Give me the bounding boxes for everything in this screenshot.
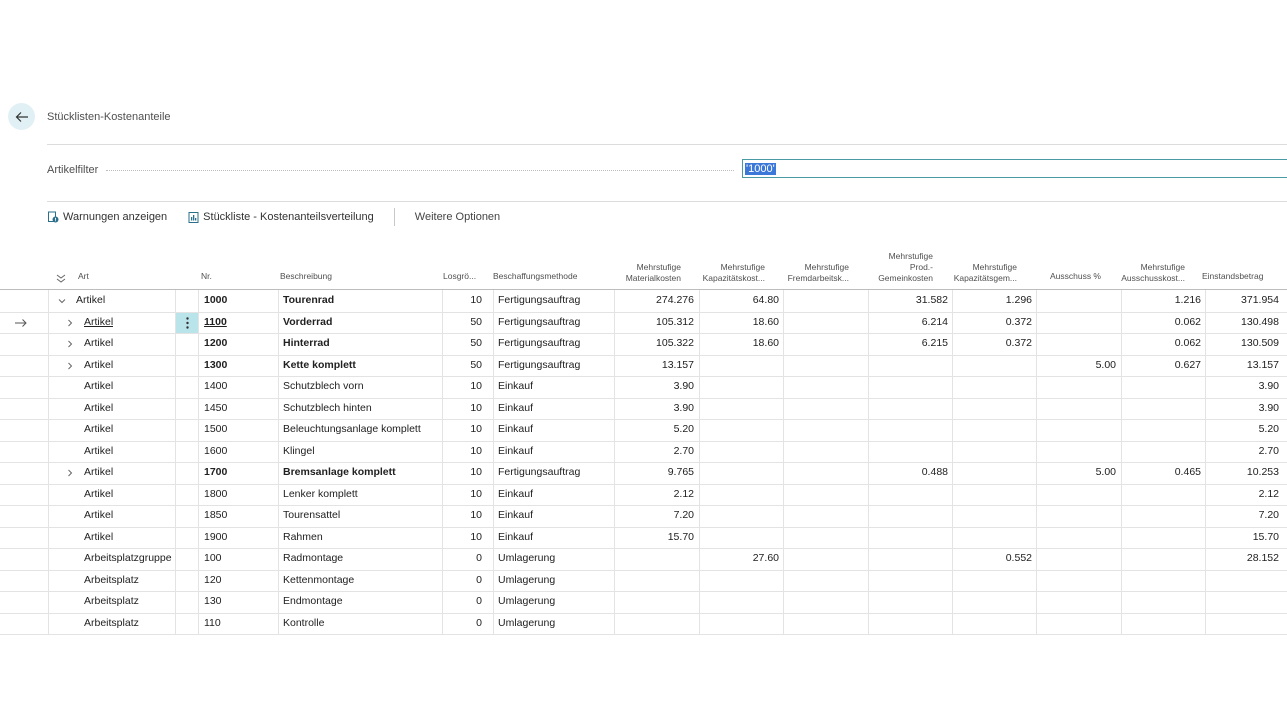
row-type: Arbeitsplatz bbox=[84, 595, 139, 607]
row-cap: 64.80 bbox=[752, 294, 779, 306]
collapse-all-icon[interactable] bbox=[55, 272, 67, 284]
row-type: Artikel bbox=[84, 509, 114, 521]
header-line: Ausschusskost... bbox=[1121, 273, 1185, 283]
row-ovh bbox=[868, 548, 948, 569]
row-mat bbox=[614, 548, 694, 569]
row-type: Artikel bbox=[84, 466, 114, 478]
row-scrap bbox=[1036, 548, 1116, 569]
row-description: Schutzblech vorn bbox=[283, 380, 364, 392]
header-line: Mehrstufige bbox=[972, 262, 1017, 272]
row-scrap bbox=[1036, 505, 1116, 526]
row-lot-size: 10 bbox=[470, 509, 482, 521]
row-cost: 2.70 bbox=[1258, 444, 1279, 457]
row-cap bbox=[699, 398, 779, 419]
row-description: Rahmen bbox=[283, 530, 323, 543]
row-replenishment: Einkauf bbox=[498, 401, 534, 414]
row-cost: 2.12 bbox=[1258, 487, 1279, 500]
row-number: 1600 bbox=[204, 444, 228, 457]
row-cost: 28.152 bbox=[1246, 552, 1279, 564]
row-replenishment: Umlagerung bbox=[498, 573, 556, 586]
row-scrap bbox=[1036, 570, 1116, 591]
row-divider bbox=[0, 634, 1287, 635]
row-cost: 15.70 bbox=[1252, 530, 1279, 543]
divider bbox=[47, 201, 1287, 202]
row-description: Kettenmontage bbox=[283, 573, 355, 586]
row-scrapcost bbox=[1121, 376, 1201, 397]
row-lot-size: 10 bbox=[470, 444, 482, 457]
row-lot-size: 10 bbox=[470, 466, 482, 478]
column-header-no[interactable]: Nr. bbox=[201, 271, 212, 281]
column-header-scrap-cost[interactable] bbox=[1104, 262, 1185, 284]
row-lot-size: 0 bbox=[476, 552, 482, 564]
row-lot-size: 10 bbox=[470, 380, 482, 392]
column-header-replenishment[interactable]: Beschaffungsmethode bbox=[493, 271, 578, 281]
row-number: 1400 bbox=[204, 380, 228, 392]
row-sub bbox=[783, 613, 863, 634]
row-description: Radmontage bbox=[283, 552, 344, 564]
row-scrap bbox=[1036, 376, 1116, 397]
row-mat bbox=[614, 570, 694, 591]
row-cost: 3.90 bbox=[1258, 380, 1279, 392]
column-header-lot-size[interactable]: Losgrö... bbox=[443, 271, 477, 281]
row-description: Kette komplett bbox=[283, 358, 356, 371]
row-cap bbox=[699, 462, 779, 483]
row-scrapcost: 1.216 bbox=[1174, 294, 1201, 306]
row-mat: 105.312 bbox=[656, 315, 694, 328]
row-number: 1450 bbox=[204, 401, 228, 414]
row-sub bbox=[783, 505, 863, 526]
row-description: Klingel bbox=[283, 444, 315, 457]
chevron-right-icon[interactable] bbox=[64, 338, 76, 350]
row-replenishment: Einkauf bbox=[498, 487, 534, 500]
row-sub bbox=[783, 548, 863, 569]
row-type: Artikel bbox=[84, 530, 114, 543]
row-cap bbox=[699, 591, 779, 612]
header-line: Kapazitätsgem... bbox=[953, 273, 1017, 283]
row-cap bbox=[699, 484, 779, 505]
row-mat: 3.90 bbox=[673, 401, 694, 414]
row-mat bbox=[614, 613, 694, 634]
row-actions-menu-button[interactable] bbox=[176, 313, 198, 333]
row-lot-size: 10 bbox=[470, 487, 482, 500]
row-capovh bbox=[952, 462, 1032, 483]
cost-distribution-label: Stückliste - Kostenanteilsverteilung bbox=[203, 211, 374, 223]
filter-label: Artikelfilter bbox=[47, 164, 99, 176]
row-ovh bbox=[868, 419, 948, 440]
column-header-unit-cost[interactable]: Einstandsbetrag bbox=[1202, 271, 1264, 281]
row-replenishment: Einkauf bbox=[498, 509, 534, 521]
row-sub bbox=[783, 333, 863, 354]
row-sub bbox=[783, 398, 863, 419]
row-ovh bbox=[868, 441, 948, 462]
row-sub bbox=[783, 484, 863, 505]
row-scrap bbox=[1036, 312, 1116, 333]
row-scrap: 5.00 bbox=[1095, 466, 1116, 478]
row-cap bbox=[699, 355, 779, 376]
row-replenishment: Einkauf bbox=[498, 444, 534, 457]
row-lot-size: 10 bbox=[470, 401, 482, 414]
row-capovh bbox=[952, 484, 1032, 505]
row-scrap bbox=[1036, 419, 1116, 440]
row-capovh: 1.296 bbox=[1005, 294, 1032, 306]
chevron-right-icon[interactable] bbox=[64, 317, 76, 329]
report-icon bbox=[188, 212, 199, 223]
row-mat bbox=[614, 591, 694, 612]
row-scrap bbox=[1036, 333, 1116, 354]
show-warnings-label: Warnungen anzeigen bbox=[63, 211, 168, 223]
chevron-right-icon[interactable] bbox=[64, 360, 76, 372]
row-sub bbox=[783, 419, 863, 440]
row-cost: 5.20 bbox=[1258, 423, 1279, 435]
row-capovh bbox=[952, 591, 1032, 612]
row-description: Kontrolle bbox=[283, 616, 325, 629]
row-ovh: 0.488 bbox=[921, 466, 948, 478]
header-line: Gemeinkosten bbox=[878, 273, 933, 283]
row-sub bbox=[783, 312, 863, 333]
row-description: Beleuchtungsanlage komplett bbox=[283, 423, 421, 435]
row-ovh: 6.214 bbox=[921, 315, 948, 328]
row-type: Arbeitsplatz bbox=[84, 573, 139, 586]
row-cost: 371.954 bbox=[1241, 294, 1279, 306]
row-type: Artikel bbox=[84, 423, 114, 435]
row-capovh bbox=[952, 441, 1032, 462]
row-ovh bbox=[868, 376, 948, 397]
row-cost: 130.498 bbox=[1241, 315, 1279, 328]
row-scrapcost bbox=[1121, 419, 1201, 440]
row-capovh bbox=[952, 527, 1032, 548]
warning-document-icon bbox=[47, 211, 59, 223]
row-description: Lenker komplett bbox=[283, 487, 358, 500]
row-number: 1200 bbox=[204, 337, 228, 349]
row-cap: 27.60 bbox=[752, 552, 779, 564]
toolbar-separator bbox=[394, 208, 395, 226]
row-ovh bbox=[868, 613, 948, 634]
divider bbox=[47, 144, 1287, 145]
column-header-subcontracted-cost[interactable] bbox=[768, 262, 849, 284]
row-sub bbox=[783, 355, 863, 376]
row-cost: 13.157 bbox=[1246, 358, 1279, 371]
row-capovh bbox=[952, 376, 1032, 397]
row-scrap: 5.00 bbox=[1095, 358, 1116, 371]
row-mat: 13.157 bbox=[661, 358, 694, 371]
row-mat: 2.70 bbox=[673, 444, 694, 457]
header-line: Mehrstufige bbox=[1140, 262, 1185, 272]
row-lot-size: 0 bbox=[476, 573, 482, 586]
row-description: Schutzblech hinten bbox=[283, 401, 372, 414]
row-number: 1000 bbox=[204, 294, 228, 306]
header-line: Prod.- bbox=[909, 262, 933, 272]
row-ovh: 31.582 bbox=[915, 294, 948, 306]
row-lot-size: 0 bbox=[476, 616, 482, 629]
row-number: 1800 bbox=[204, 487, 228, 500]
row-cap bbox=[699, 376, 779, 397]
row-scrap bbox=[1036, 591, 1116, 612]
row-cap bbox=[699, 527, 779, 548]
row-number: 1500 bbox=[204, 423, 228, 435]
row-ovh bbox=[868, 527, 948, 548]
row-description: Tourensattel bbox=[283, 509, 341, 521]
row-replenishment: Fertigungsauftrag bbox=[498, 466, 581, 478]
row-capovh bbox=[952, 570, 1032, 591]
row-scrapcost bbox=[1121, 613, 1201, 634]
chevron-right-icon[interactable] bbox=[64, 467, 76, 479]
column-header-overhead-cost[interactable] bbox=[852, 251, 933, 284]
row-type: Artikel bbox=[84, 358, 114, 371]
row-capovh bbox=[952, 505, 1032, 526]
column-header-capacity-cost[interactable] bbox=[684, 262, 765, 284]
row-capovh bbox=[952, 355, 1032, 376]
row-capovh bbox=[952, 419, 1032, 440]
row-number: 1700 bbox=[204, 466, 228, 478]
row-lot-size: 10 bbox=[470, 530, 482, 543]
row-number: 1300 bbox=[204, 358, 228, 371]
row-mat: 15.70 bbox=[667, 530, 694, 543]
column-header-type[interactable]: Art bbox=[78, 271, 89, 281]
row-sub bbox=[783, 591, 863, 612]
row-lot-size: 10 bbox=[470, 423, 482, 435]
row-scrapcost bbox=[1121, 591, 1201, 612]
row-sub bbox=[783, 462, 863, 483]
show-warnings-button[interactable] bbox=[47, 211, 167, 223]
item-filter-input[interactable] bbox=[742, 159, 1287, 178]
row-description: Hinterrad bbox=[283, 337, 330, 349]
row-scrapcost bbox=[1121, 570, 1201, 591]
row-cap bbox=[699, 570, 779, 591]
row-lot-size: 10 bbox=[470, 294, 482, 306]
row-cost bbox=[1205, 591, 1279, 612]
row-mat: 274.276 bbox=[656, 294, 694, 306]
row-cost: 10.253 bbox=[1246, 466, 1279, 478]
row-mat: 9.765 bbox=[667, 466, 694, 478]
row-replenishment: Einkauf bbox=[498, 380, 534, 392]
row-replenishment: Einkauf bbox=[498, 423, 534, 435]
row-scrapcost bbox=[1121, 484, 1201, 505]
row-capovh: 0.372 bbox=[1005, 315, 1032, 328]
row-type: Artikel bbox=[84, 380, 114, 392]
row-type: Artikel bbox=[84, 401, 114, 414]
row-scrap bbox=[1036, 613, 1116, 634]
row-ovh: 6.215 bbox=[921, 337, 948, 349]
row-replenishment: Umlagerung bbox=[498, 595, 556, 607]
row-replenishment: Fertigungsauftrag bbox=[498, 294, 581, 306]
row-number: 110 bbox=[204, 616, 221, 629]
filter-leader bbox=[106, 170, 734, 171]
row-number[interactable]: 1100 bbox=[204, 315, 227, 328]
row-replenishment: Einkauf bbox=[498, 530, 534, 543]
column-header-scrap-percent[interactable]: Ausschuss % bbox=[1049, 271, 1101, 281]
row-scrap bbox=[1036, 527, 1116, 548]
row-cap: 18.60 bbox=[752, 337, 779, 349]
row-number: 1850 bbox=[204, 509, 228, 521]
row-description: Vorderrad bbox=[283, 315, 333, 328]
row-scrap bbox=[1036, 290, 1116, 311]
row-capovh bbox=[952, 613, 1032, 634]
row-replenishment: Umlagerung bbox=[498, 616, 556, 629]
row-ovh bbox=[868, 570, 948, 591]
row-mat: 3.90 bbox=[673, 380, 694, 392]
row-description: Endmontage bbox=[283, 595, 343, 607]
row-mat: 7.20 bbox=[673, 509, 694, 521]
row-lot-size: 50 bbox=[470, 358, 482, 371]
row-replenishment: Fertigungsauftrag bbox=[498, 337, 581, 349]
row-ovh bbox=[868, 398, 948, 419]
row-mat: 5.20 bbox=[673, 423, 694, 435]
header-line: Kapazitätskost... bbox=[702, 273, 765, 283]
row-sub bbox=[783, 570, 863, 591]
row-scrapcost: 0.062 bbox=[1174, 315, 1201, 328]
row-lot-size: 50 bbox=[470, 337, 482, 349]
row-number: 100 bbox=[204, 552, 222, 564]
row-cost bbox=[1205, 570, 1279, 591]
row-cap bbox=[699, 441, 779, 462]
row-cost: 130.509 bbox=[1241, 337, 1279, 349]
row-capovh: 0.372 bbox=[1005, 337, 1032, 349]
row-type: Artikel bbox=[76, 294, 106, 306]
row-cap bbox=[699, 613, 779, 634]
column-header-description[interactable]: Beschreibung bbox=[280, 271, 332, 281]
row-lot-size: 50 bbox=[470, 315, 482, 328]
column-header-material-cost[interactable] bbox=[600, 262, 681, 284]
row-ovh bbox=[868, 505, 948, 526]
row-cost: 7.20 bbox=[1258, 509, 1279, 521]
row-description: Tourenrad bbox=[283, 294, 335, 306]
row-capovh: 0.552 bbox=[1005, 552, 1032, 564]
row-type[interactable]: Artikel bbox=[84, 315, 114, 328]
row-scrapcost: 0.465 bbox=[1174, 466, 1201, 478]
chevron-down-icon[interactable] bbox=[56, 295, 68, 307]
row-mat: 2.12 bbox=[673, 487, 694, 500]
back-button[interactable] bbox=[8, 103, 35, 130]
row-scrapcost bbox=[1121, 527, 1201, 548]
page-title: Stücklisten-Kostenanteile bbox=[47, 111, 171, 123]
row-type: Artikel bbox=[84, 444, 114, 457]
more-options-button[interactable] bbox=[415, 211, 500, 223]
row-type: Artikel bbox=[84, 487, 114, 500]
row-scrapcost: 0.627 bbox=[1174, 358, 1201, 371]
item-filter-value: '1000' bbox=[746, 163, 775, 175]
header-line: Mehrstufige bbox=[804, 262, 849, 272]
column-header-capacity-overhead[interactable] bbox=[936, 262, 1017, 284]
row-scrapcost: 0.062 bbox=[1174, 337, 1201, 349]
row-scrapcost bbox=[1121, 548, 1201, 569]
row-scrapcost bbox=[1121, 398, 1201, 419]
more-vertical-icon bbox=[186, 317, 189, 329]
row-ovh bbox=[868, 484, 948, 505]
row-sub bbox=[783, 290, 863, 311]
more-options-label: Weitere Optionen bbox=[414, 211, 501, 223]
row-cost: 3.90 bbox=[1258, 401, 1279, 414]
arrow-left-icon bbox=[15, 110, 29, 124]
row-number: 120 bbox=[204, 573, 222, 586]
row-sub bbox=[783, 441, 863, 462]
row-scrap bbox=[1036, 398, 1116, 419]
row-capovh bbox=[952, 398, 1032, 419]
row-ovh bbox=[868, 591, 948, 612]
header-line: Materialkosten bbox=[625, 273, 681, 283]
row-type: Arbeitsplatz bbox=[84, 616, 139, 629]
row-lot-size: 0 bbox=[476, 595, 482, 607]
row-cap bbox=[699, 505, 779, 526]
row-description: Bremsanlage komplett bbox=[283, 466, 396, 478]
row-scrapcost bbox=[1121, 505, 1201, 526]
row-cost bbox=[1205, 613, 1279, 634]
row-number: 1900 bbox=[204, 530, 228, 543]
action-bar bbox=[47, 208, 500, 226]
row-cap bbox=[699, 419, 779, 440]
header-line: Mehrstufige bbox=[636, 262, 681, 272]
header-line: Fremdarbeitsk... bbox=[787, 273, 849, 283]
row-mat: 105.322 bbox=[656, 337, 694, 349]
row-type: Artikel bbox=[84, 337, 114, 349]
row-type: Arbeitsplatzgruppe bbox=[84, 552, 172, 564]
row-sub bbox=[783, 527, 863, 548]
row-number: 130 bbox=[204, 595, 222, 607]
row-scrapcost bbox=[1121, 441, 1201, 462]
cost-distribution-button[interactable] bbox=[188, 211, 374, 223]
current-row-arrow-icon bbox=[14, 318, 28, 328]
row-replenishment: Fertigungsauftrag bbox=[498, 315, 581, 328]
row-sub bbox=[783, 376, 863, 397]
row-cap: 18.60 bbox=[752, 315, 779, 328]
header-line: Mehrstufige bbox=[720, 262, 765, 272]
row-scrap bbox=[1036, 484, 1116, 505]
row-replenishment: Umlagerung bbox=[498, 552, 556, 564]
row-replenishment: Fertigungsauftrag bbox=[498, 358, 581, 371]
row-ovh bbox=[868, 355, 948, 376]
row-scrap bbox=[1036, 441, 1116, 462]
header-line: Mehrstufige bbox=[888, 251, 933, 261]
